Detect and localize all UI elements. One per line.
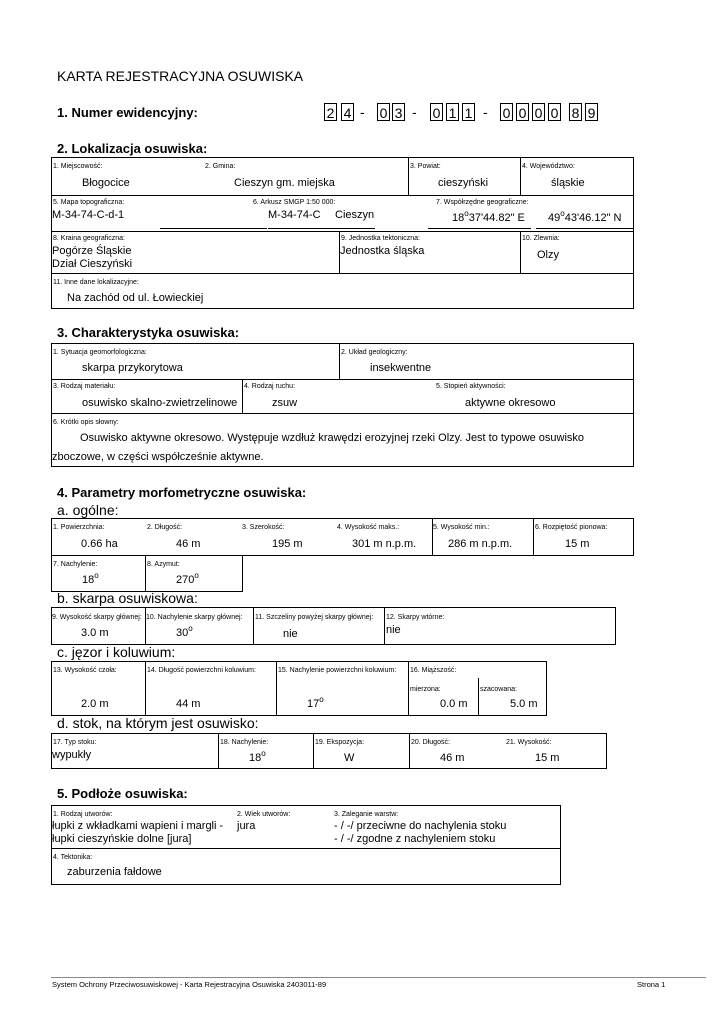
digit: 0 bbox=[500, 103, 513, 121]
stopien-value: aktywne okresowo bbox=[465, 397, 556, 409]
field-label: 3. Rodzaj materiału: bbox=[53, 383, 116, 390]
jednostka-value: Jednostka śląska bbox=[340, 245, 425, 257]
col-divider bbox=[478, 678, 479, 716]
lokalizacja-table bbox=[51, 157, 634, 309]
col-divider bbox=[408, 661, 409, 716]
opis-value: zboczowe, w części współcześnie aktywne. bbox=[52, 451, 264, 463]
rozpietosc-value: 15 m bbox=[565, 538, 590, 550]
footer-text: System Ochrony Przeciwosuwiskowej - Karta Rejestracyjna Osuwiska 2403011-89 bbox=[52, 980, 327, 989]
wysokosc-czola-value: 2.0 m bbox=[81, 698, 109, 710]
col-divider bbox=[218, 733, 219, 769]
subsection-heading: a. ogólne: bbox=[57, 502, 119, 518]
col-divider bbox=[242, 379, 243, 413]
col-divider bbox=[520, 231, 521, 273]
field-label: 10. Zlewnia: bbox=[522, 235, 560, 242]
szczeliny-value: nie bbox=[283, 628, 298, 640]
digit: 2 bbox=[324, 103, 337, 121]
field-label: 7. Współrzędne geograficzne: bbox=[436, 199, 529, 206]
field-label: 5. Stopień aktywności: bbox=[436, 383, 506, 390]
underline bbox=[428, 228, 531, 229]
row-divider bbox=[51, 379, 634, 380]
digit: 0 bbox=[548, 103, 561, 121]
field-label: 1. Miejscowość: bbox=[53, 163, 103, 170]
dlugosc-koluwium-value: 44 m bbox=[176, 698, 201, 710]
field-label: 2. Gmina: bbox=[205, 163, 236, 170]
col-divider bbox=[313, 733, 314, 769]
field-label: 2. Układ geologiczny: bbox=[341, 349, 408, 356]
digit: 0 bbox=[532, 103, 545, 121]
digit: 9 bbox=[585, 103, 598, 121]
kraina-value: Pogórze Śląskie bbox=[52, 245, 132, 257]
field-label: 3. Powiat: bbox=[410, 163, 441, 170]
kraina-value: Dział Cieszyński bbox=[52, 258, 133, 270]
tektonika-value: zaburzenia fałdowe bbox=[67, 866, 162, 878]
digit: 4 bbox=[341, 103, 354, 121]
field-label: 19. Ekspozycja: bbox=[315, 739, 365, 746]
uklad-value: insekwentne bbox=[370, 362, 432, 374]
row-divider bbox=[51, 273, 634, 274]
field-label: 6. Rozpiętość pionowa: bbox=[535, 524, 608, 531]
underline bbox=[268, 228, 375, 229]
underline bbox=[536, 228, 634, 229]
zlewnia-value: Olzy bbox=[537, 249, 559, 261]
wysokosc-max-value: 301 m n.p.m. bbox=[352, 538, 417, 550]
field-label: 20. Długość: bbox=[411, 739, 450, 746]
field-label: 16. Miąższość: bbox=[410, 667, 457, 674]
field-label: 8. Kraina geograficzna: bbox=[53, 235, 125, 242]
skarpa-table bbox=[51, 607, 616, 645]
field-label: 11. Inne dane lokalizacyjne: bbox=[53, 279, 139, 286]
section-heading: 5. Podłoże osuwiska: bbox=[57, 786, 188, 801]
digit: 1 bbox=[446, 103, 459, 121]
field-label: 3. Zaleganie warstw: bbox=[334, 811, 399, 818]
gmina-value: Cieszyn gm. miejska bbox=[234, 177, 335, 189]
field-label: 3. Szerokość: bbox=[242, 524, 285, 531]
zaleganie-value: - / -/ zgodne z nachyleniem stoku bbox=[334, 833, 496, 845]
rodzaj-utworow-value: łupki z wkładkami wapieni i margli - bbox=[52, 820, 224, 832]
field-label: 11. Szczeliny powyżej skarpy głównej: bbox=[255, 614, 374, 621]
wysokosc-skarpy-value: 3.0 m bbox=[81, 627, 109, 639]
digit: 1 bbox=[462, 103, 475, 121]
material-value: osuwisko skalno-zwietrzelinowe bbox=[82, 397, 238, 409]
miejscowosc-value: Błogocice bbox=[82, 177, 130, 189]
digit: 0 bbox=[430, 103, 443, 121]
section-heading: 2. Lokalizacja osuwiska: bbox=[57, 141, 208, 156]
nachylenie-koluwium-value: 17$^o$ bbox=[307, 695, 324, 710]
row-divider bbox=[51, 231, 634, 232]
field-label: 4. Wysokość maks.: bbox=[337, 524, 400, 531]
col-divider bbox=[145, 607, 146, 645]
row-divider bbox=[51, 195, 634, 196]
wysokosc-stoku-value: 15 m bbox=[535, 752, 560, 764]
col-divider bbox=[276, 661, 277, 716]
mapa-value: M-34-74-C-d-1 bbox=[52, 209, 125, 221]
separator: - bbox=[360, 104, 365, 120]
field-label: 1. Powierzchnia: bbox=[53, 524, 105, 531]
separator: - bbox=[412, 104, 417, 120]
field-label: 4. Rodzaj ruchu: bbox=[244, 383, 295, 390]
arkusz-value: M-34-74-C bbox=[268, 209, 321, 221]
field-label: 15. Nachylenie powierzchni koluwium: bbox=[278, 667, 397, 674]
field-label: 9. Jednostka tektoniczna: bbox=[341, 235, 420, 242]
section-heading: 4. Parametry morfometryczne osuwiska: bbox=[57, 485, 307, 500]
dlugosc-stoku-value: 46 m bbox=[440, 752, 465, 764]
digit: 0 bbox=[516, 103, 529, 121]
underline bbox=[160, 228, 267, 229]
szerokosc-value: 195 m bbox=[272, 538, 303, 550]
subsection-heading: b. skarpa osuwiskowa: bbox=[57, 590, 198, 606]
field-label: 18. Nachylenie: bbox=[220, 739, 269, 746]
field-label: 1. Rodzaj utworów: bbox=[53, 811, 113, 818]
page-title: KARTA REJESTRACYJNA OSUWISKA bbox=[57, 68, 304, 84]
col-divider bbox=[145, 556, 146, 592]
field-label: 6. Krótki opis słowny: bbox=[53, 419, 119, 426]
azymut-value: 270$^o$ bbox=[176, 571, 199, 586]
digit: 0 bbox=[377, 103, 390, 121]
miazszosc-szacowana-value: 5.0 m bbox=[510, 698, 538, 710]
nachylenie-stoku-value: 18$^o$ bbox=[249, 749, 266, 764]
field-label: 21. Wysokość: bbox=[506, 739, 552, 746]
footer-rule bbox=[51, 977, 706, 978]
field-label: 4. Tektonika: bbox=[53, 854, 93, 861]
field-label: 6. Arkusz SMGP 1:50 000: bbox=[253, 199, 336, 206]
nachylenie-value: 18$^o$ bbox=[82, 571, 99, 586]
field-label: 5. Mapa topograficzna: bbox=[53, 199, 125, 206]
col-divider bbox=[533, 518, 534, 556]
ekspozycja-value: W bbox=[344, 752, 355, 764]
field-label: 7. Nachylenie: bbox=[53, 561, 98, 568]
opis-value: Osuwisko aktywne okresowo. Występuje wzdłuż krawędzi erozyjnej rzeki Olzy. Jest to typowe osuwisko bbox=[80, 432, 585, 444]
col-divider bbox=[339, 343, 340, 379]
wiek-utworow-value: jura bbox=[237, 820, 256, 832]
separator: - bbox=[483, 104, 488, 120]
coordinate-e: 18$^o$37'44.82" E bbox=[452, 209, 525, 224]
field-label: 13. Wysokość czoła: bbox=[53, 667, 117, 674]
field-label: 14. Długość powierzchni koluwium: bbox=[147, 667, 256, 674]
field-label: szacowana: bbox=[480, 686, 517, 693]
col-divider bbox=[408, 157, 409, 195]
field-label: 1. Sytuacja geomorfologiczna: bbox=[53, 349, 147, 356]
col-divider bbox=[384, 607, 385, 645]
field-label: 8. Azymut: bbox=[147, 561, 180, 568]
field-label: 9. Wysokość skarpy głównej: bbox=[52, 614, 142, 621]
nachylenie-skarpy-value: 30$^o$ bbox=[176, 624, 193, 639]
field-label: 5. Wysokość min.: bbox=[433, 524, 490, 531]
powierzchnia-value: 0.66 ha bbox=[81, 538, 118, 550]
sytuacja-value: skarpa przykorytowa bbox=[82, 362, 183, 374]
col-divider bbox=[145, 661, 146, 716]
ruch-value: zsuw bbox=[272, 397, 298, 409]
dlugosc-value: 46 m bbox=[176, 538, 201, 550]
field-label: 12. Skarpy wtórne: bbox=[386, 614, 445, 621]
col-divider bbox=[253, 607, 254, 645]
powiat-value: cieszyński bbox=[438, 177, 489, 189]
digit: 3 bbox=[392, 103, 405, 121]
field-label: 2. Wiek utworów: bbox=[237, 811, 291, 818]
field-label: 4. Województwo: bbox=[522, 163, 575, 170]
wysokosc-min-value: 286 m n.p.m. bbox=[448, 538, 513, 550]
typ-stoku-value: wypukły bbox=[52, 749, 92, 761]
section-heading: 3. Charakterystyka osuwiska: bbox=[57, 325, 240, 340]
skarpy-wtorne-value: nie bbox=[386, 624, 401, 636]
field-label: 17. Typ stoku: bbox=[53, 739, 97, 746]
zaleganie-value: - / -/ przeciwne do nachylenia stoku bbox=[334, 820, 507, 832]
miazszosc-mierzona-value: 0.0 m bbox=[440, 698, 468, 710]
subsection-heading: c. jęzor i koluwium: bbox=[57, 644, 176, 660]
field-label: 2. Długość: bbox=[147, 524, 183, 531]
arkusz-name-value: Cieszyn bbox=[335, 209, 375, 221]
subsection-heading: d. stok, na którym jest osuwisko: bbox=[57, 715, 259, 731]
field-label: 10. Nachylenie skarpy głównej: bbox=[146, 614, 243, 621]
row-divider bbox=[51, 848, 561, 849]
col-divider bbox=[409, 733, 410, 769]
digit: 8 bbox=[569, 103, 582, 121]
numer-label: 1. Numer ewidencyjny: bbox=[57, 105, 198, 120]
wojewodztwo-value: śląskie bbox=[551, 177, 585, 189]
row-divider bbox=[51, 413, 634, 414]
field-label: mierzona: bbox=[410, 686, 441, 693]
rodzaj-utworow-value: łupki cieszyńskie dolne [jura] bbox=[52, 833, 192, 845]
page-number: Strona 1 bbox=[637, 980, 666, 989]
col-divider bbox=[520, 157, 521, 195]
inne-value: Na zachód od ul. Łowieckiej bbox=[67, 292, 204, 304]
coordinate-n: 49$^o$43'46.12" N bbox=[548, 209, 622, 224]
